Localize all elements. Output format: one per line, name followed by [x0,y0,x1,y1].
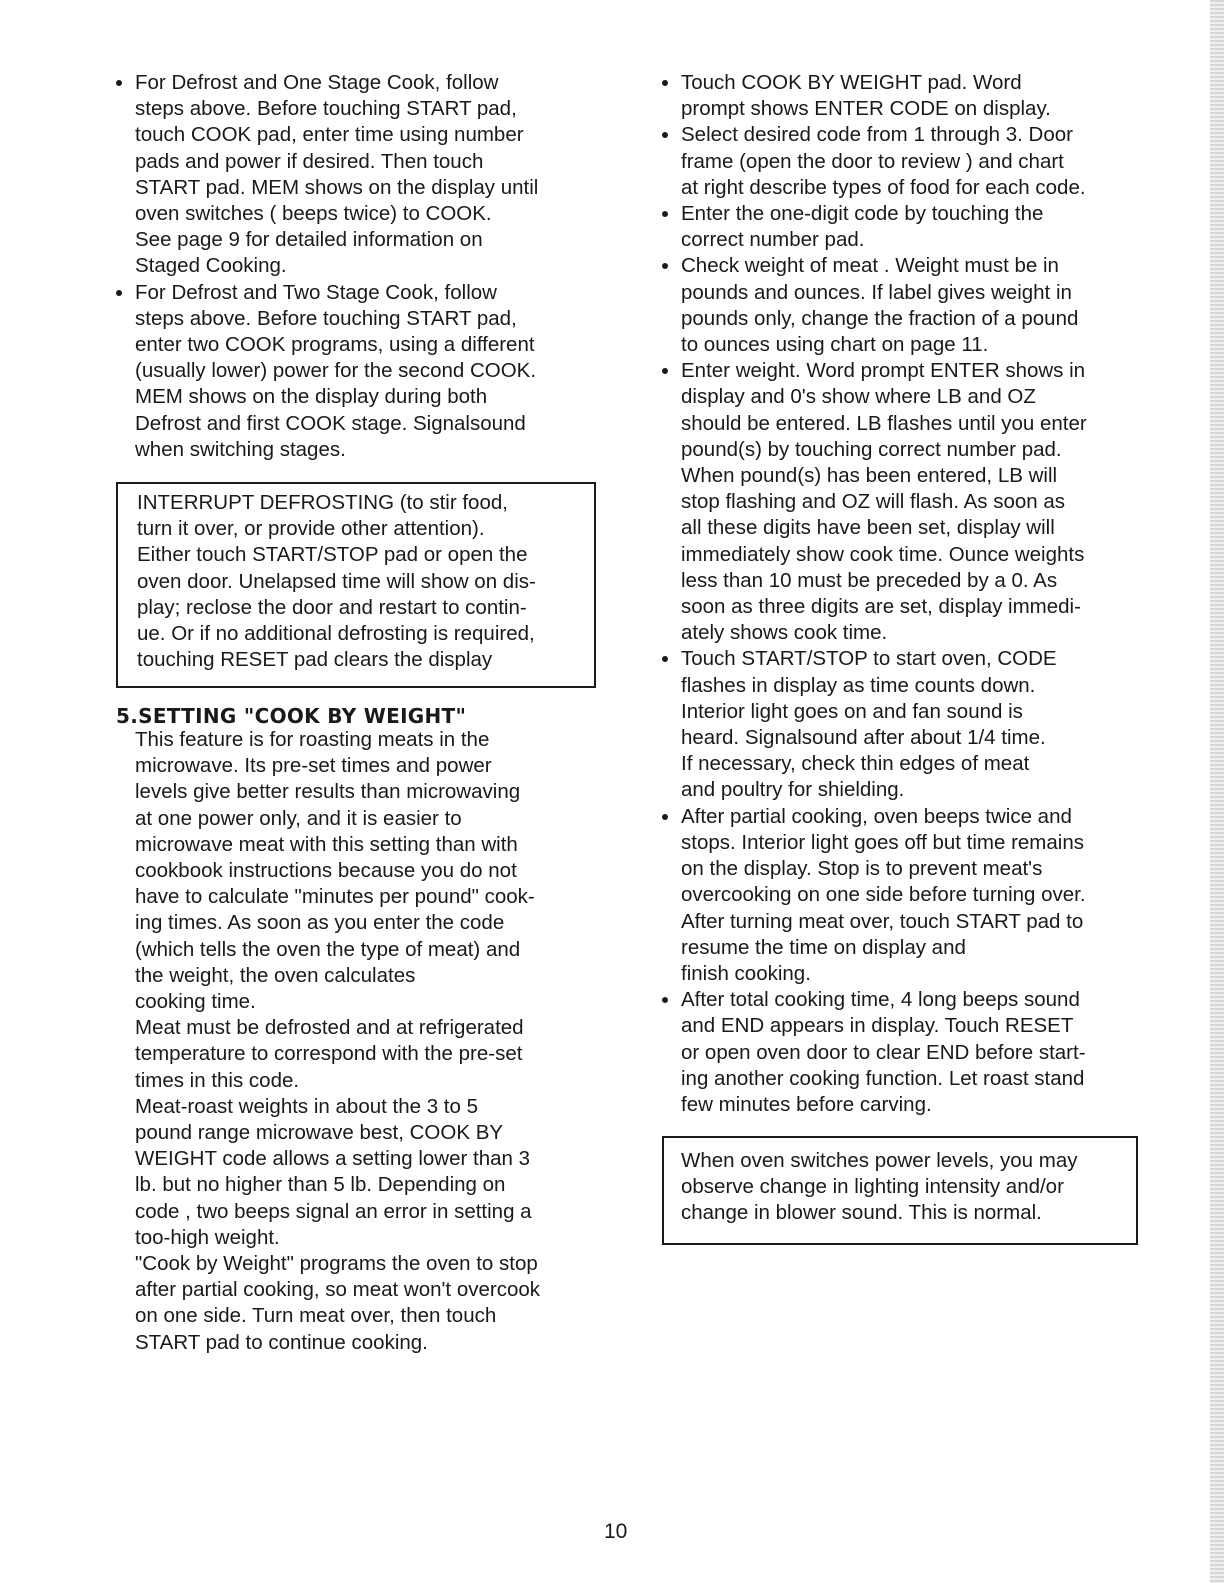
text-line: levels give better results than microwaving [135,780,521,804]
text-line: times in this code. [135,1068,300,1092]
bullet-item [662,253,1152,358]
text-line: pound range microwave best, COOK BY [135,1121,504,1145]
text-line: (which tells the oven the type of meat) and [135,937,521,961]
text-line: oven door. Unelapsed time will show on dis- [137,569,536,593]
bullet-dot-icon [662,211,668,217]
text-line: have to calculate "minutes per pound" cook- [135,885,535,909]
text-line: If necessary, check thin edges of meat [681,752,1030,776]
bullet-item [662,201,1152,253]
text-line: Select desired code from 1 through 3. Door [681,123,1073,147]
bullet-item [116,280,606,463]
bullet-dot-icon [662,263,668,269]
text-line: few minutes before carving. [681,1092,932,1116]
bullet-item [116,70,606,280]
page-number: 10 [604,1520,628,1543]
text-line: When pound(s) has been entered, LB will [681,464,1058,488]
text-line: ing another cooking function. Let roast stand [681,1066,1085,1090]
text-line: pound(s) by touching correct number pad. [681,437,1062,461]
text-line: After partial cooking, oven beeps twice and [681,804,1072,828]
section-body [135,727,605,1356]
text-line: Enter weight. Word prompt ENTER shows in [681,359,1086,383]
bullet-dot-icon [662,132,668,138]
text-line: should be entered. LB flashes until you enter [681,411,1087,435]
text-line: touching RESET pad clears the display [137,648,493,672]
text-line: enter two COOK programs, using a different [135,333,535,357]
text-line: overcooking on one side before turning over. [681,883,1086,907]
text-line: stops. Interior light goes off but time remains [681,830,1084,854]
text-line: pads and power if desired. Then touch [135,149,484,173]
text-line: Meat-roast weights in about the 3 to 5 [135,1094,479,1118]
text-line: and poultry for shielding. [681,778,905,802]
power-levels-note-box [662,1136,1138,1245]
interrupt-defrosting-box [116,482,596,688]
text-line: correct number pad. [681,228,865,252]
text-line: (usually lower) power for the second COOK. [135,359,537,383]
text-line: Check weight of meat . Weight must be in [681,254,1059,278]
text-line: play; reclose the door and restart to contin- [137,595,527,619]
bullet-dot-icon [662,997,668,1003]
text-line: immediately show cook time. Ounce weights [681,542,1085,566]
text-line: Enter the one-digit code by touching the [681,202,1044,226]
text-line: lb. but no higher than 5 lb. Depending on [135,1173,506,1197]
text-line: temperature to correspond with the pre-set [135,1042,523,1066]
bullet-dot-icon [662,368,668,374]
text-line: change in blower sound. This is normal. [681,1201,1042,1225]
text-line: ately shows cook time. [681,621,888,645]
text-line: and END appears in display. Touch RESET [681,1014,1074,1038]
text-line: prompt shows ENTER CODE on display. [681,97,1051,121]
text-line: cooking time. [135,990,256,1014]
text-line: frame (open the door to review ) and chart [681,149,1064,173]
text-line: MEM shows on the display during both [135,385,488,409]
text-line: Interior light goes on and fan sound is [681,699,1023,723]
text-line: to ounces using chart on page 11. [681,333,989,357]
text-line: on the display. Stop is to prevent meat's [681,857,1043,881]
text-line: Staged Cooking. [135,254,287,278]
left-column-bullets [116,70,606,463]
text-line: ue. Or if no additional defrosting is required, [137,622,535,646]
right-column-bullets [662,70,1152,1118]
text-line: cookbook instructions because you do not [135,859,517,883]
section-heading: 5.SETTING "COOK BY WEIGHT" [116,704,467,728]
text-line: after partial cooking, so meat won't overcook [135,1278,541,1302]
bullet-item [662,70,1152,122]
text-line: flashes in display as time counts down. [681,673,1036,697]
text-line: observe change in lighting intensity and/or [681,1175,1064,1199]
text-line: This feature is for roasting meats in the [135,728,490,751]
text-line: turn it over, or provide other attention). [137,517,485,541]
bullet-item [662,987,1152,1118]
text-line: too-high weight. [135,1225,280,1249]
text-line: START pad to continue cooking. [135,1330,428,1354]
text-line: Defrost and first COOK stage. Signalsound [135,411,526,435]
text-line: at one power only, and it is easier to [135,806,462,830]
text-line: stop flashing and OZ will flash. As soon as [681,490,1066,514]
text-line: pounds and ounces. If label gives weight in [681,280,1072,304]
text-line: microwave meat with this setting than with [135,832,518,856]
text-line: "Cook by Weight" programs the oven to stop [135,1252,538,1276]
text-line: After total cooking time, 4 long beeps sound [681,988,1080,1012]
bullet-item [662,804,1152,987]
text-line: For Defrost and One Stage Cook, follow [135,71,499,94]
text-line: or open oven door to clear END before start- [681,1040,1086,1064]
bullet-dot-icon [116,290,122,296]
text-line: on one side. Turn meat over, then touch [135,1304,497,1328]
text-line: When oven switches power levels, you may [681,1149,1078,1172]
bullet-dot-icon [662,80,668,86]
text-line: display and 0's show where LB and OZ [681,385,1036,409]
text-line: code , two beeps signal an error in setting a [135,1199,532,1223]
text-line: Touch COOK BY WEIGHT pad. Word [681,71,1022,94]
bullet-dot-icon [116,80,122,86]
text-line: all these digits have been set, display will [681,516,1055,540]
text-line: ing times. As soon as you enter the code [135,911,505,935]
text-line: START pad. MEM shows on the display until [135,175,539,199]
text-line: WEIGHT code allows a setting lower than 3 [135,1147,530,1171]
text-line: soon as three digits are set, display immedi- [681,595,1081,619]
text-line: steps above. Before touching START pad, [135,97,517,121]
text-line: Touch START/STOP to start oven, CODE [681,647,1057,671]
bullet-item [662,358,1152,646]
text-line: resume the time on display and [681,935,966,959]
text-line: oven switches ( beeps twice) to COOK. [135,202,492,226]
text-line: heard. Signalsound after about 1/4 time. [681,726,1046,750]
text-line: See page 9 for detailed information on [135,228,483,252]
bullet-item [662,122,1152,201]
text-line: touch COOK pad, enter time using number [135,123,524,147]
bullet-dot-icon [662,814,668,820]
text-line: when switching stages. [135,437,346,461]
bullet-dot-icon [662,656,668,662]
text-line: microwave. Its pre-set times and power [135,754,492,778]
text-line: finish cooking. [681,961,811,985]
text-line: INTERRUPT DEFROSTING (to stir food, [137,491,508,514]
text-line: steps above. Before touching START pad, [135,306,517,330]
text-line: at right describe types of food for each code. [681,175,1086,199]
text-line: pounds only, change the fraction of a pound [681,306,1079,330]
text-line: less than 10 must be preceded by a 0. As [681,568,1058,592]
text-line: Either touch START/STOP pad or open the [137,543,528,567]
text-line: For Defrost and Two Stage Cook, follow [135,280,497,304]
scan-edge [1210,0,1224,1583]
text-line: After turning meat over, touch START pad to [681,909,1084,933]
text-line: Meat must be defrosted and at refrigerated [135,1016,524,1040]
text-line: the weight, the oven calculates [135,963,416,987]
bullet-item [662,646,1152,803]
